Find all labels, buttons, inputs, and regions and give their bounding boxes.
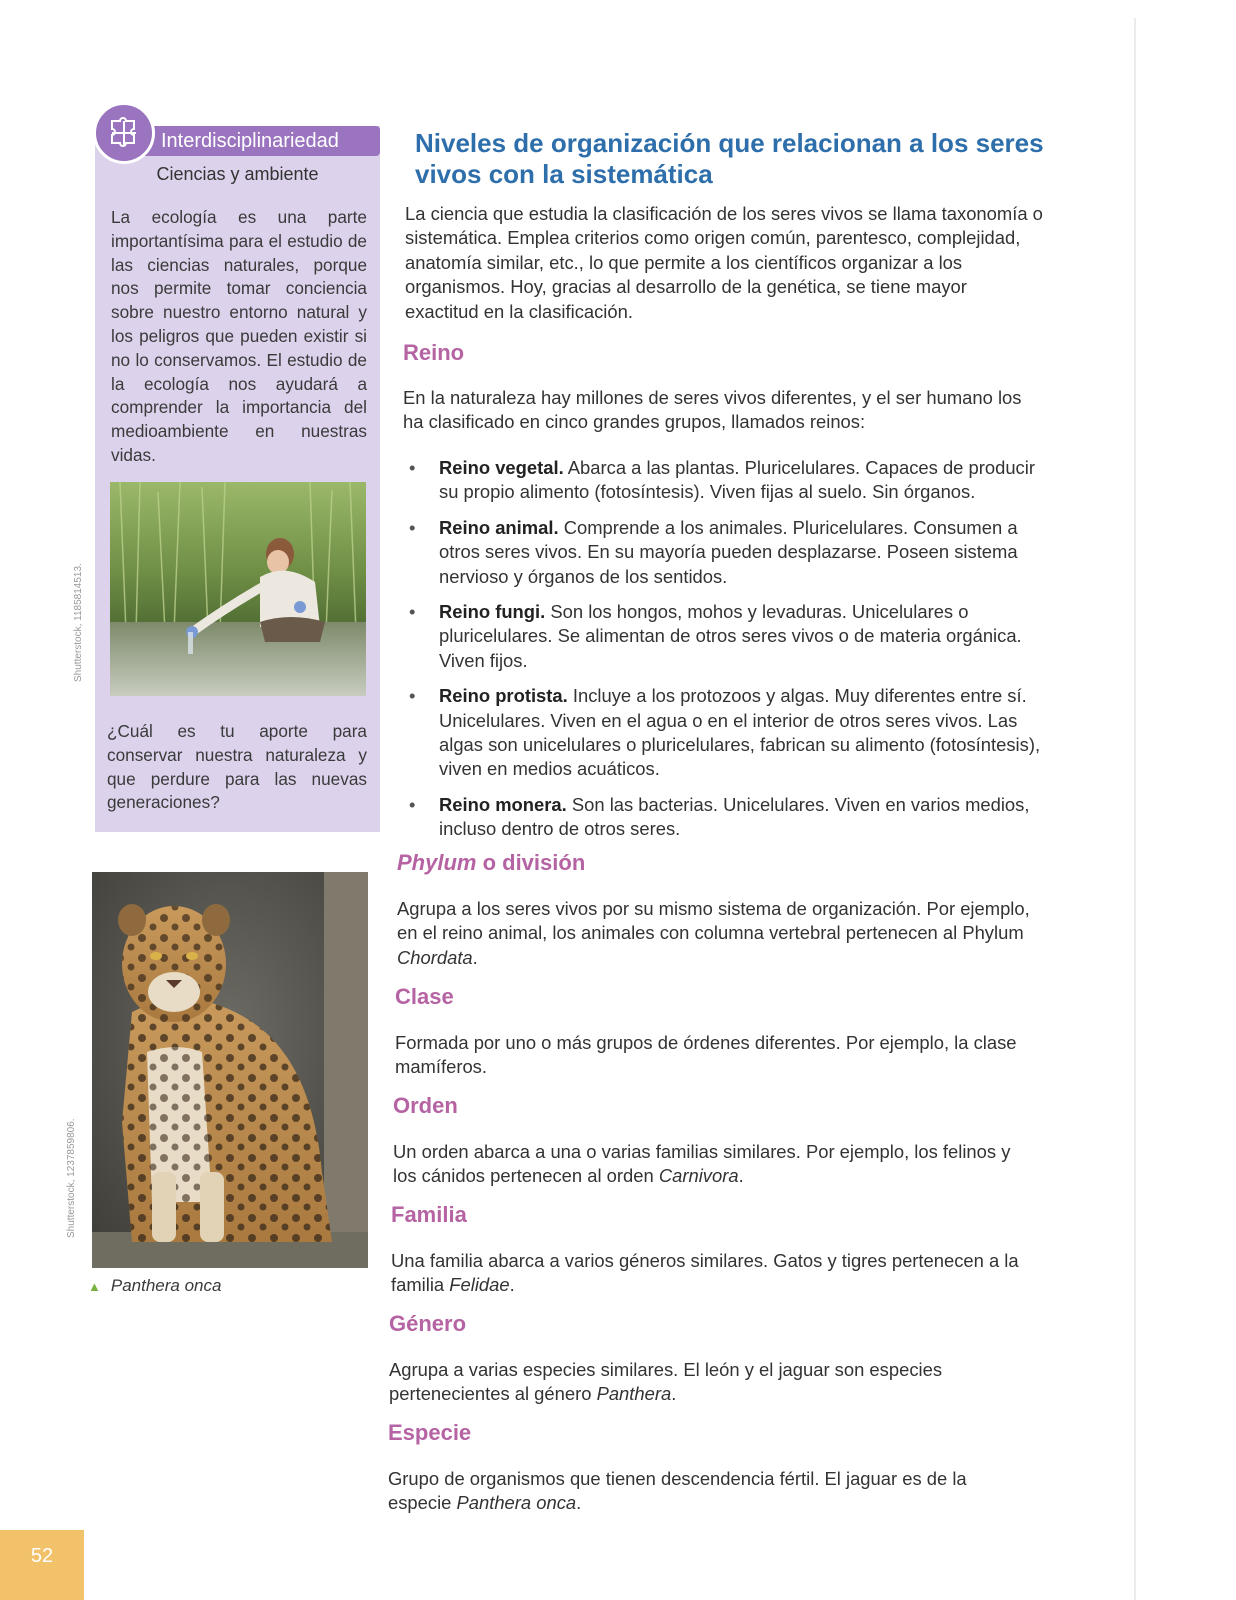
list-item <box>405 456 1055 505</box>
orden-italic: Carnivora <box>658 1165 739 1187</box>
especie-italic: Panthera onca <box>456 1492 577 1514</box>
intro-paragraph: La ciencia que estudia la clasificación de los seres vivos se llama taxonomía o sistemática. Emplea criterios como origen común, parentesco, complejidad, anatomía similar, etc., lo que permite a los científicos organizar a los organismos. Hoy, gracias al desarrollo de la genética, se tiene mayor exactitud en la clasificación. <box>405 203 1043 322</box>
heading-clase: Clase <box>395 984 454 1009</box>
kingdom-term: Reino fungi. <box>439 601 546 623</box>
genero-text: Agrupa a varias especies similares. El león y el jaguar son especies pertenecientes al género <box>389 1359 943 1405</box>
list-item <box>405 684 1055 782</box>
photo-credit-scientist: Shutterstock, 1185814513. <box>73 563 84 682</box>
clase-paragraph: Formada por uno o más grupos de órdenes diferentes. Por ejemplo, la clase mamíferos. <box>395 1032 1017 1078</box>
familia-italic: Felidae <box>449 1274 510 1296</box>
kingdoms-list <box>405 456 1055 853</box>
jaguar-photo <box>92 872 368 1268</box>
especie-end: . <box>576 1492 582 1514</box>
photo-credit-jaguar: Shutterstock, 1237859806. <box>66 1118 77 1238</box>
orden-text: Un orden abarca a una o varias familias similares. Por ejemplo, los felinos y los cánidos pertenecen al orden <box>393 1141 1011 1187</box>
phylum-end: . <box>472 946 478 968</box>
familia-text: Una familia abarca a varios géneros similares. Gatos y tigres pertenecen a la familia <box>391 1250 1019 1296</box>
especie-text: Grupo de organismos que tienen descendencia fértil. El jaguar es de la especie <box>388 1468 967 1514</box>
kingdom-description: Abarca a las plantas. Pluricelulares. Capaces de producir su propio alimento (fotosíntesis). Viven fijas al suelo. Sin órganos. <box>439 457 1035 503</box>
genero-paragraph <box>389 1358 1029 1407</box>
heading-phylum-italic: Phylum <box>397 850 477 875</box>
familia-end: . <box>509 1274 515 1296</box>
interdisciplinary-badge <box>133 126 380 156</box>
orden-end: . <box>738 1165 744 1187</box>
page-number: 52 <box>0 1530 84 1600</box>
familia-paragraph <box>391 1249 1031 1298</box>
kingdom-term: Reino animal. <box>439 516 559 538</box>
jaguar-caption <box>88 1276 221 1296</box>
heading-familia: Familia <box>391 1202 467 1227</box>
genero-end: . <box>671 1383 677 1405</box>
sidebar-subject: Ciencias y ambiente <box>156 164 319 184</box>
puzzle-icon <box>93 102 155 164</box>
heading-orden: Orden <box>393 1093 458 1118</box>
kingdom-term: Reino protista. <box>439 685 568 707</box>
kingdom-description: Son las bacterias. Unicelulares. Viven en varios medios, incluso dentro de otros seres. <box>439 793 1030 840</box>
scientist-photo <box>110 482 366 696</box>
heading-genero: Género <box>389 1311 467 1336</box>
phylum-italic: Chordata <box>397 946 473 968</box>
interdisciplinary-box <box>95 126 380 832</box>
phylum-text: Agrupa a los seres vivos por su mismo sistema de organización. Por ejemplo, en el reino animal, los animales con columna vertebral pertenecen al Phylum <box>397 898 1030 944</box>
heading-phylum-rest: o división <box>476 850 586 875</box>
heading-phylum <box>397 850 585 876</box>
kingdom-term: Reino vegetal. <box>439 457 564 478</box>
phylum-paragraph <box>397 897 1037 970</box>
kingdom-description: Comprende a los animales. Pluricelulares. Consumen a otros seres vivos. En su mayoría pueden desplazarse. Poseen sistema nervioso y órganos de los sentidos. <box>439 516 1018 587</box>
triangle-icon: ▲ <box>88 1279 101 1294</box>
list-item <box>405 516 1055 589</box>
heading-reino: Reino <box>403 340 465 365</box>
reino-paragraph: En la naturaleza hay millones de seres vivos diferentes, y el ser humano los ha clasificado en cinco grandes grupos, llamados reinos: <box>403 387 1022 433</box>
orden-paragraph <box>393 1140 1033 1189</box>
page-edge <box>1134 18 1136 1600</box>
list-item <box>405 793 1055 842</box>
list-item <box>405 600 1055 673</box>
badge-label: Interdisciplinariedad <box>161 130 339 152</box>
kingdom-description: Son los hongos, mohos y levaduras. Unicelulares o pluricelulares. Se alimentan de otros seres vivos o de materia orgánica. Viven fijos. <box>439 601 1022 671</box>
heading-especie: Especie <box>388 1420 472 1445</box>
especie-paragraph <box>388 1467 1028 1516</box>
caption-text: Panthera onca <box>110 1276 222 1295</box>
sidebar-paragraph: La ecología es una parte importantísima para el estudio de las ciencias naturales, porque nos permite tomar conciencia sobre nuestro entorno natural y los peligros que pueden existir si no lo conservamos. El estudio de la ecología nos ayudará a comprender la importancia del medioambiente en nuestras vidas. <box>111 207 367 465</box>
genero-italic: Panthera <box>596 1383 672 1405</box>
page-title: Niveles de organización que relacionan a los seres vivos con la sistemática <box>415 128 1044 189</box>
sidebar-question: ¿Cuál es tu aporte para conservar nuestra naturaleza y que perdure para las nuevas generaciones? <box>107 721 367 813</box>
kingdom-description: Incluye a los protozoos y algas. Muy diferentes entre sí. Unicelulares. Viven en el agua o en el interior de otros seres vivos. Las algas son unicelulares o pluricelulares, fabrican su alimento (fotosíntesis), viven en medios acuáticos. <box>439 685 1041 780</box>
kingdom-term: Reino monera. <box>439 793 567 815</box>
